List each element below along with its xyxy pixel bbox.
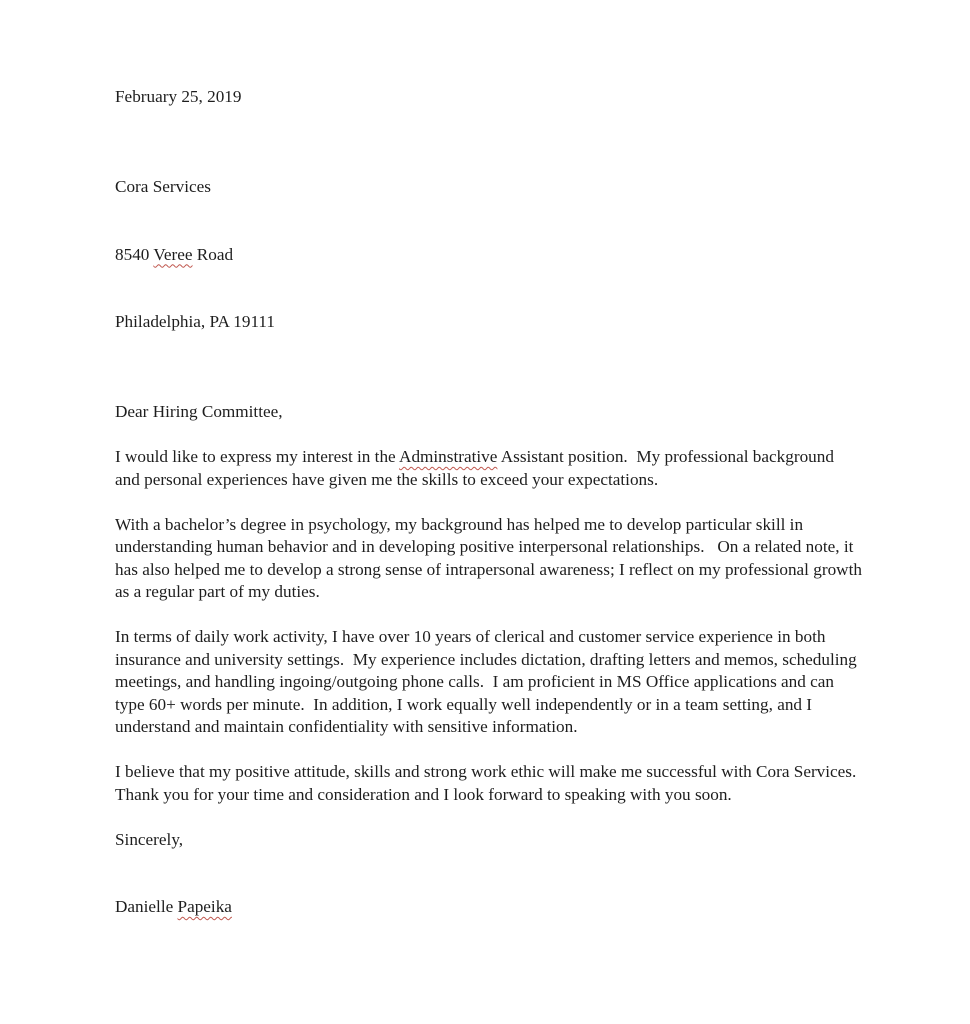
recipient-organization: Cora Services bbox=[115, 177, 211, 196]
signature-first-name: Danielle bbox=[115, 897, 178, 916]
street-number: 8540 bbox=[115, 244, 154, 264]
paragraph-intro-before: I would like to express my interest in the bbox=[115, 447, 400, 466]
salutation: Dear Hiring Committee, bbox=[115, 402, 283, 421]
date-line: February 25, 2019 bbox=[115, 87, 242, 106]
paragraph-experience: In terms of daily work activity, I have over 10 years of clerical and customer service experience in both insurance and university settings. My experience includes dictation, drafting letters and memos, scheduling meetings, and handling ingoing/outgoing phone calls. I am proficient in MS Office applications and can type 60+ words per minute. In addition, I work equally well independently or in a team setting, and I understand and maintain confidentiality with sensitive information. bbox=[115, 627, 862, 736]
signature-name bbox=[115, 896, 862, 919]
closing-line: Sincerely, bbox=[115, 829, 184, 849]
recipient-street bbox=[115, 244, 862, 267]
paragraph-background: With a bachelor’s degree in psychology, my background has helped me to develop particular skill in understanding human behavior and in developing positive interpersonal relationships. On a related note, it has also helped me to develop a strong sense of intrapersonal awareness; I reflect on my professional growth as a regular part of my duties. bbox=[115, 514, 867, 601]
misspelled-word-papeika: Papeika bbox=[177, 897, 232, 916]
recipient-block bbox=[115, 131, 862, 379]
street-suffix: Road bbox=[192, 244, 234, 264]
misspelled-word-veree: Veree bbox=[153, 244, 193, 264]
paragraph-conclusion: I believe that my positive attitude, skills and strong work ethic will make me successful with Cora Services. Thank you for your time and consideration and I look forward to speaking with you soon. bbox=[115, 762, 865, 804]
paragraph-intro bbox=[115, 446, 862, 491]
recipient-city-state-zip: Philadelphia, PA 19111 bbox=[115, 312, 275, 331]
misspelled-word-adminstrative: Adminstrative bbox=[399, 447, 498, 466]
paragraph-intro-after: Assistant position. My professional background and personal experiences have given me the skills to exceed your expectations. bbox=[115, 447, 839, 489]
